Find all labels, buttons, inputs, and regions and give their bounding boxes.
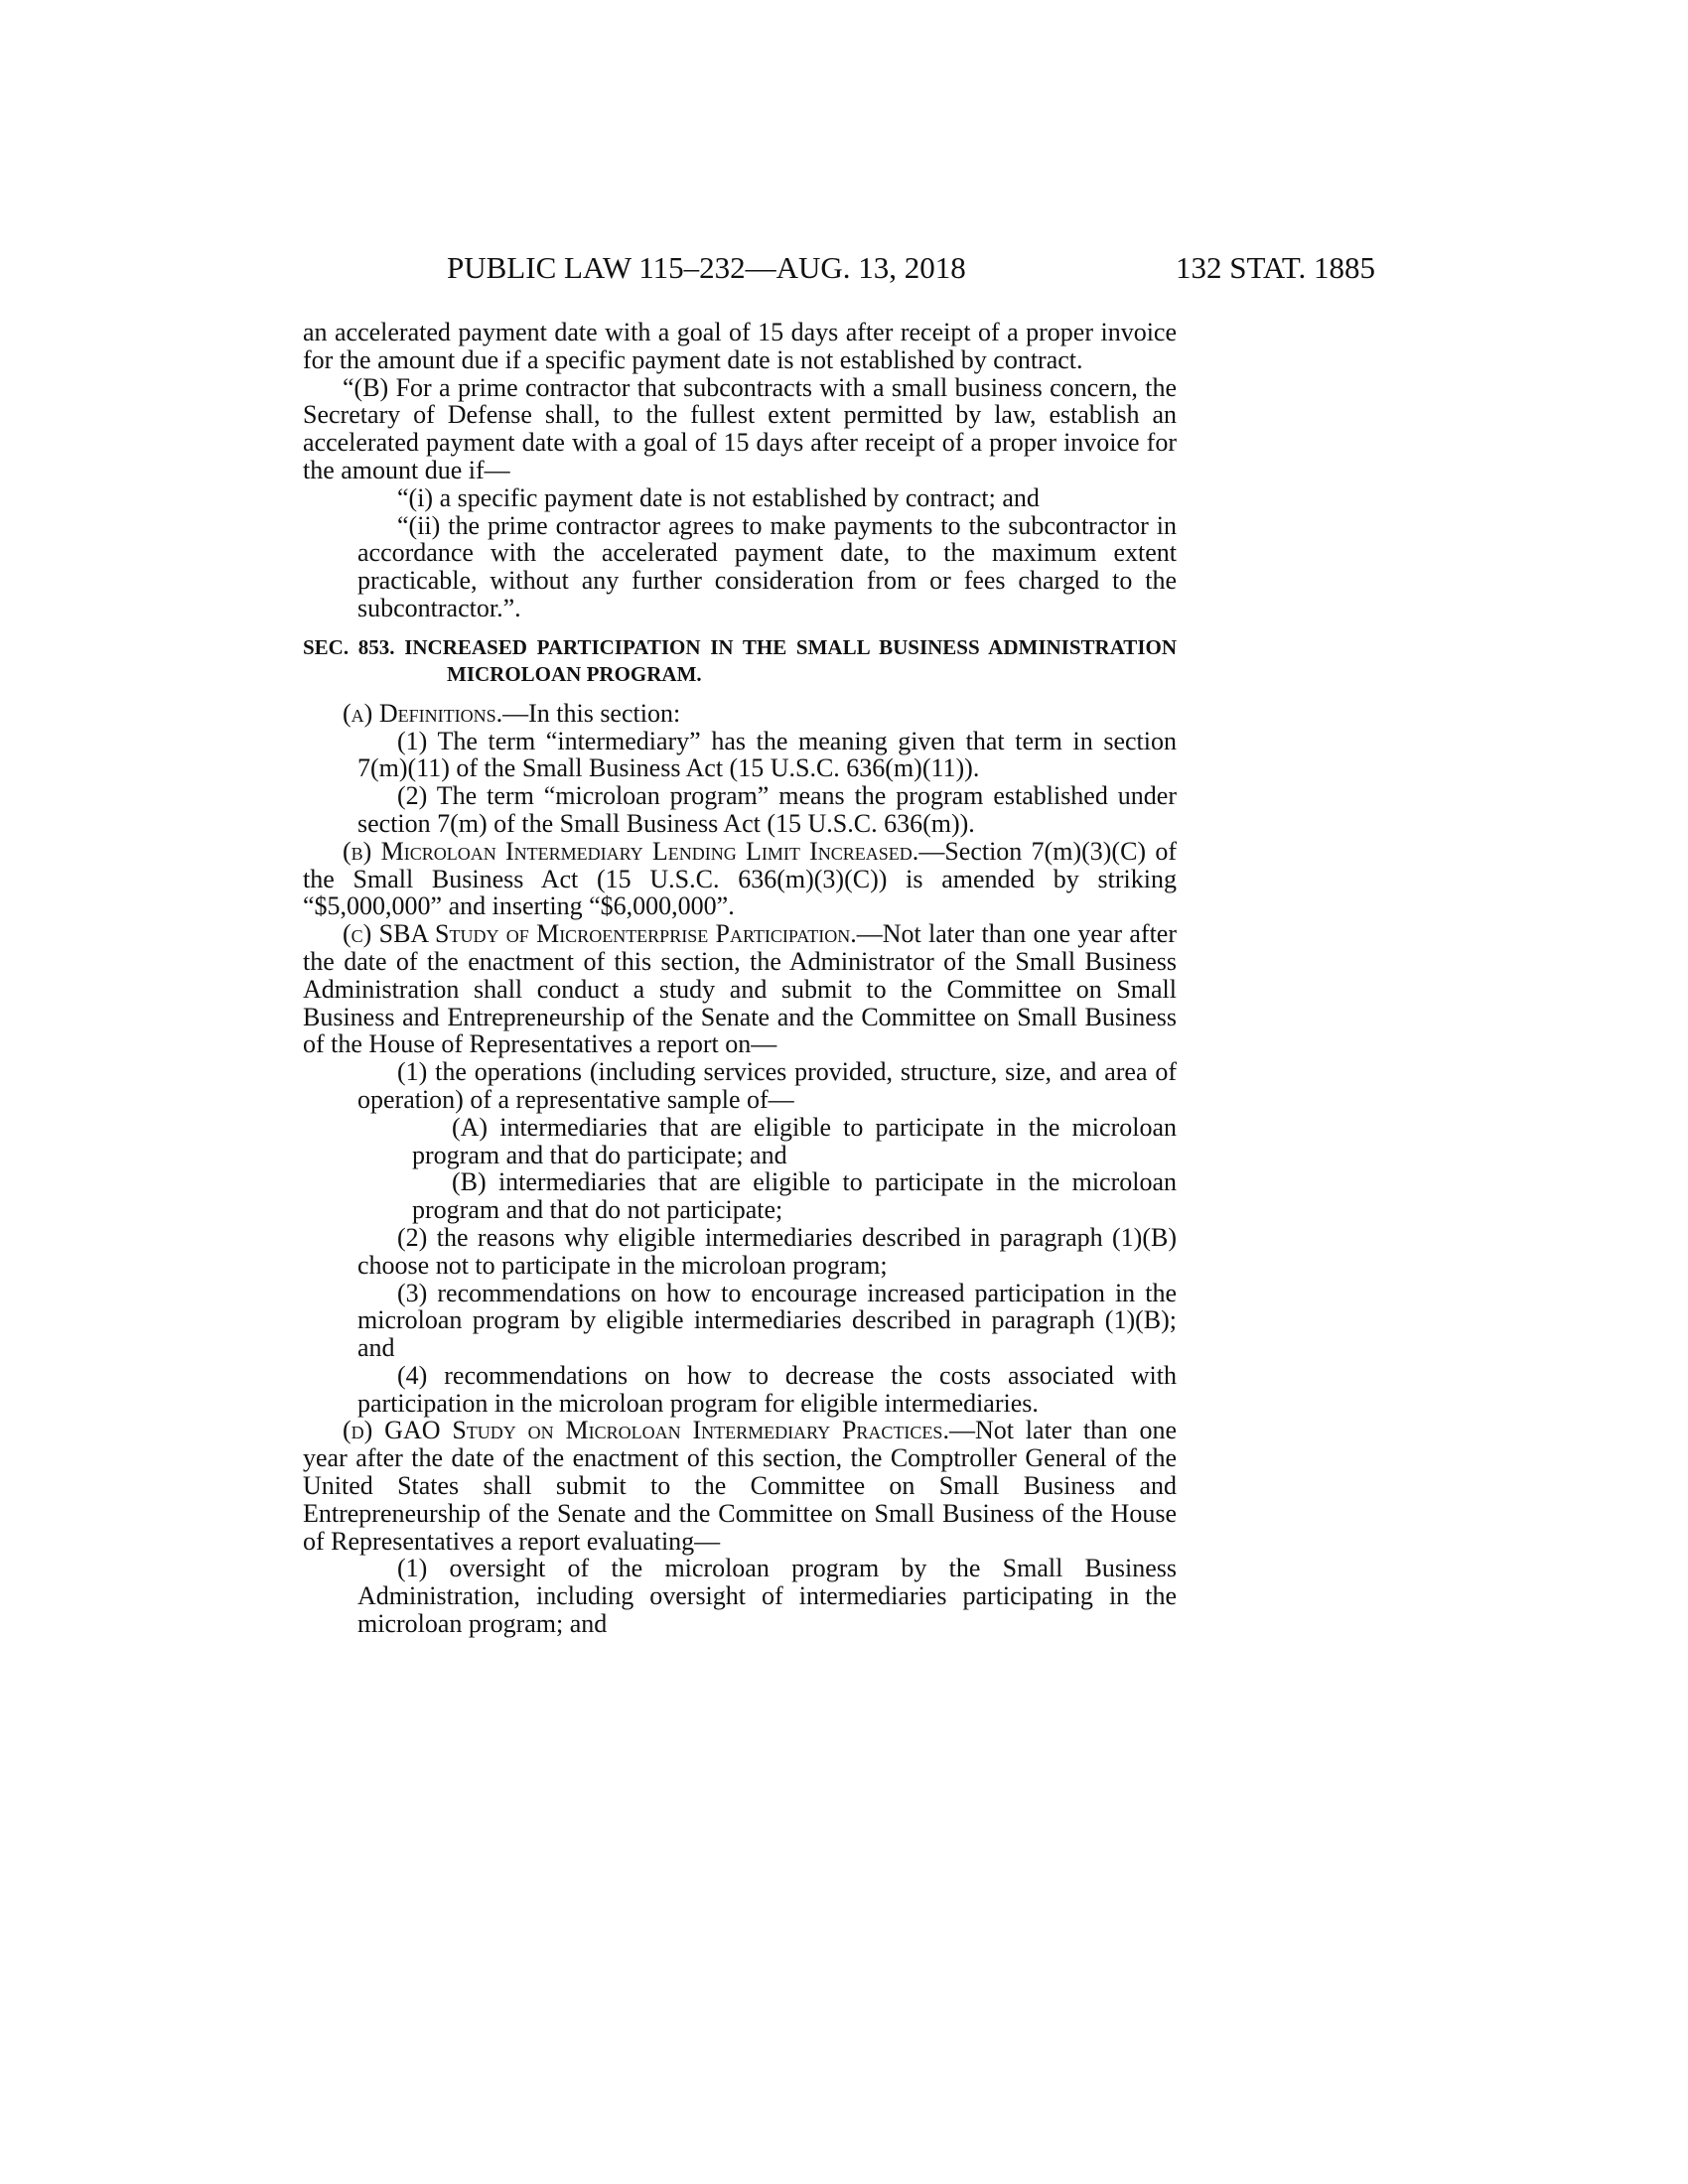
subsection-a <box>303 700 1177 728</box>
subsection-d-text: —Not later than one year after the date of the enactment of this section, the Comptroller General of the United States shall submit to the Committee on Small Business and Entrepreneurship of the Senate and the Committee on Small Business of the House of Representatives a report evaluating— <box>303 1416 1177 1556</box>
subsection-d-1: (1) oversight of the microloan program by the Small Business Administration, including oversight of intermediaries participating in the microloan program; and <box>357 1554 1177 1639</box>
subsection-a-heading: (a) Definitions. <box>343 698 503 728</box>
subsection-c-1-A: (A) intermediaries that are eligible to participate in the microloan program and that do participate; and <box>412 1112 1177 1169</box>
subsection-c-2: (2) the reasons why eligible intermediaries described in paragraph (1)(B) choose not to participate in the microloan program; <box>357 1222 1177 1280</box>
subsection-c-4: (4) recommendations on how to decrease the costs associated with participation in the microloan program for eligible intermediaries. <box>357 1360 1177 1418</box>
subsection-d-heading: (d) GAO Study on Microloan Intermediary Practices. <box>343 1416 949 1445</box>
paragraph-B: “(B) For a prime contractor that subcontracts with a small business concern, the Secretary of Defense shall, to the fullest extent permitted by law, establish an accelerated payment date with a goal of 15 days after receipt of a proper invoice for the amount due if— <box>303 372 1177 484</box>
subsection-a-2: (2) The term “microloan program” means the program established under section 7(m) of the Small Business Act (15 U.S.C. 636(m)). <box>357 781 1177 838</box>
paragraph-continuation: an accelerated payment date with a goal of 15 days after receipt of a proper invoice for the amount due if a specific payment date is not established by contract. <box>303 318 1177 374</box>
page-header-title: PUBLIC LAW 115–232—AUG. 13, 2018 <box>447 250 966 285</box>
subsection-c-heading: (c) SBA Study of Microenterprise Participation. <box>343 919 857 949</box>
running-head <box>298 246 1375 290</box>
subsection-b <box>303 838 1177 920</box>
page-header-stat-citation: 132 STAT. 1885 <box>1175 250 1375 285</box>
subsection-b-text: —Section 7(m)(3)(C) of the Small Business Act (15 U.S.C. 636(m)(3)(C)) is amended by striking “$5,000,000” and inserting “$6,000,000”. <box>303 836 1177 921</box>
subsection-c-1-B: (B) intermediaries that are eligible to participate in the microloan program and that do not participate; <box>412 1167 1177 1225</box>
subsection-c-text: —Not later than one year after the date of the enactment of this section, the Administrator of the Small Business Administration shall conduct a study and submit to the Committee on Small Business and Entrepreneurship of the Senate and the Committee on Small Business of the House of Representatives a report on— <box>303 919 1177 1059</box>
subsection-c <box>303 920 1177 1058</box>
clause-ii: “(ii) the prime contractor agrees to make payments to the subcontractor in accordance with the accelerated payment date, to the maximum extent practicable, without any further consideration from or fees charged to the subcontractor.”. <box>357 510 1177 622</box>
subsection-b-heading: (b) Microloan Intermediary Lending Limit Increased. <box>343 836 919 866</box>
subsection-a-1: (1) The term “intermediary” has the meaning given that term in section 7(m)(11) of the Small Business Act (15 U.S.C. 636(m)(11)). <box>357 726 1177 783</box>
subsection-d <box>303 1417 1177 1555</box>
section-heading: SEC. 853. INCREASED PARTICIPATION IN THE SMALL BUSINESS ADMINISTRATION MICROLOAN PROGRAM. <box>303 634 1177 686</box>
subsection-c-1: (1) the operations (including services provided, structure, size, and area of operation) of a representative sample of— <box>357 1057 1177 1114</box>
document-body <box>303 319 1177 1638</box>
subsection-c-3: (3) recommendations on how to encourage increased participation in the microloan program by eligible intermediaries described in paragraph (1)(B); and <box>357 1278 1177 1363</box>
subsection-a-text: —In this section: <box>502 698 681 728</box>
clause-i: “(i) a specific payment date is not established by contract; and <box>397 482 1040 512</box>
